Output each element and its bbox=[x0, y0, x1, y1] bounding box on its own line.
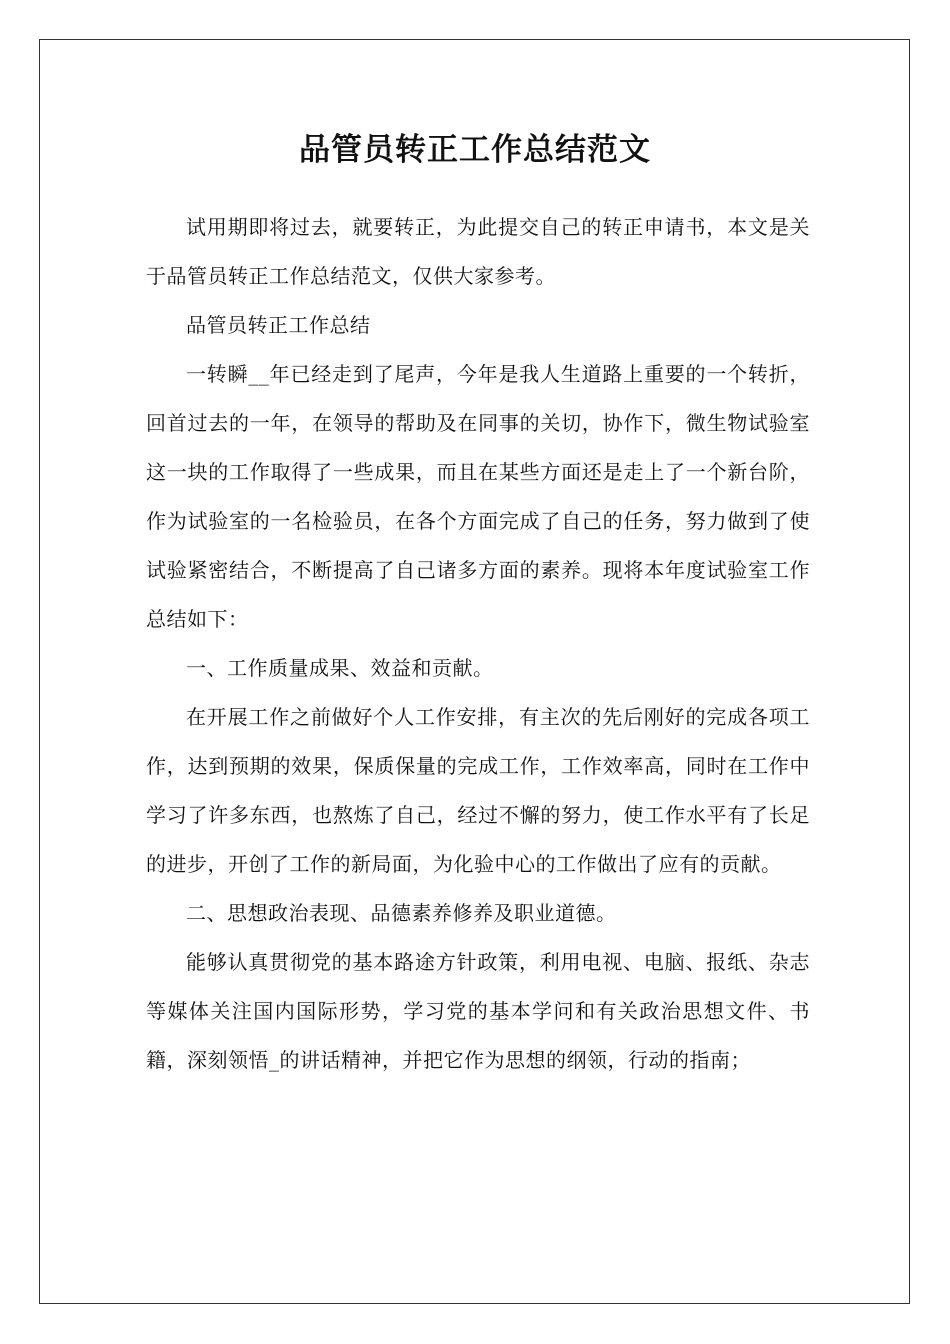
section-heading: 品管员转正工作总结 bbox=[186, 313, 371, 337]
intro-paragraph: 试用期即将过去，就要转正，为此提交自己的转正申请书，本文是关于品管员转正工作总结范文，仅供大家参考。 bbox=[146, 215, 810, 288]
body-paragraph: 在开展工作之前做好个人工作安排，有主次的先后刚好的完成各项工作，达到预期的效果，保质保量的完成工作，工作效率高，同时在工作中学习了许多东西，也熬炼了自己，经过不懈的努力，使工作水平有了长足的进步，开创了工作的新局面，为化验中心的工作做出了应有的贡献。 bbox=[146, 705, 810, 876]
document-title: 品管员转正工作总结范文 bbox=[299, 132, 651, 168]
document-body bbox=[146, 203, 810, 1085]
section-heading: 二、思想政治表现、品德素养修养及职业道德。 bbox=[186, 901, 617, 925]
body-paragraph: 能够认真贯彻党的基本路途方针政策，利用电视、电脑、报纸、杂志等媒体关注国内国际形势，学习党的基本学问和有关政治思想文件、书籍，深刻领悟_的讲话精神，并把它作为思想的纲领，行动的指南； bbox=[146, 950, 810, 1072]
body-paragraph: 一转瞬__年已经走到了尾声，今年是我人生道路上重要的一个转折，回首过去的一年，在领导的帮助及在同事的关切，协作下，微生物试验室这一块的工作取得了一些成果，而且在某些方面还是走上了一个新台阶，作为试验室的一名检验员，在各个方面完成了自己的任务，努力做到了使试验紧密结合，不断提高了自己诸多方面的素养。现将本年度试验室工作总结如下： bbox=[146, 362, 810, 631]
section-heading: 一、工作质量成果、效益和贡献。 bbox=[186, 656, 494, 680]
